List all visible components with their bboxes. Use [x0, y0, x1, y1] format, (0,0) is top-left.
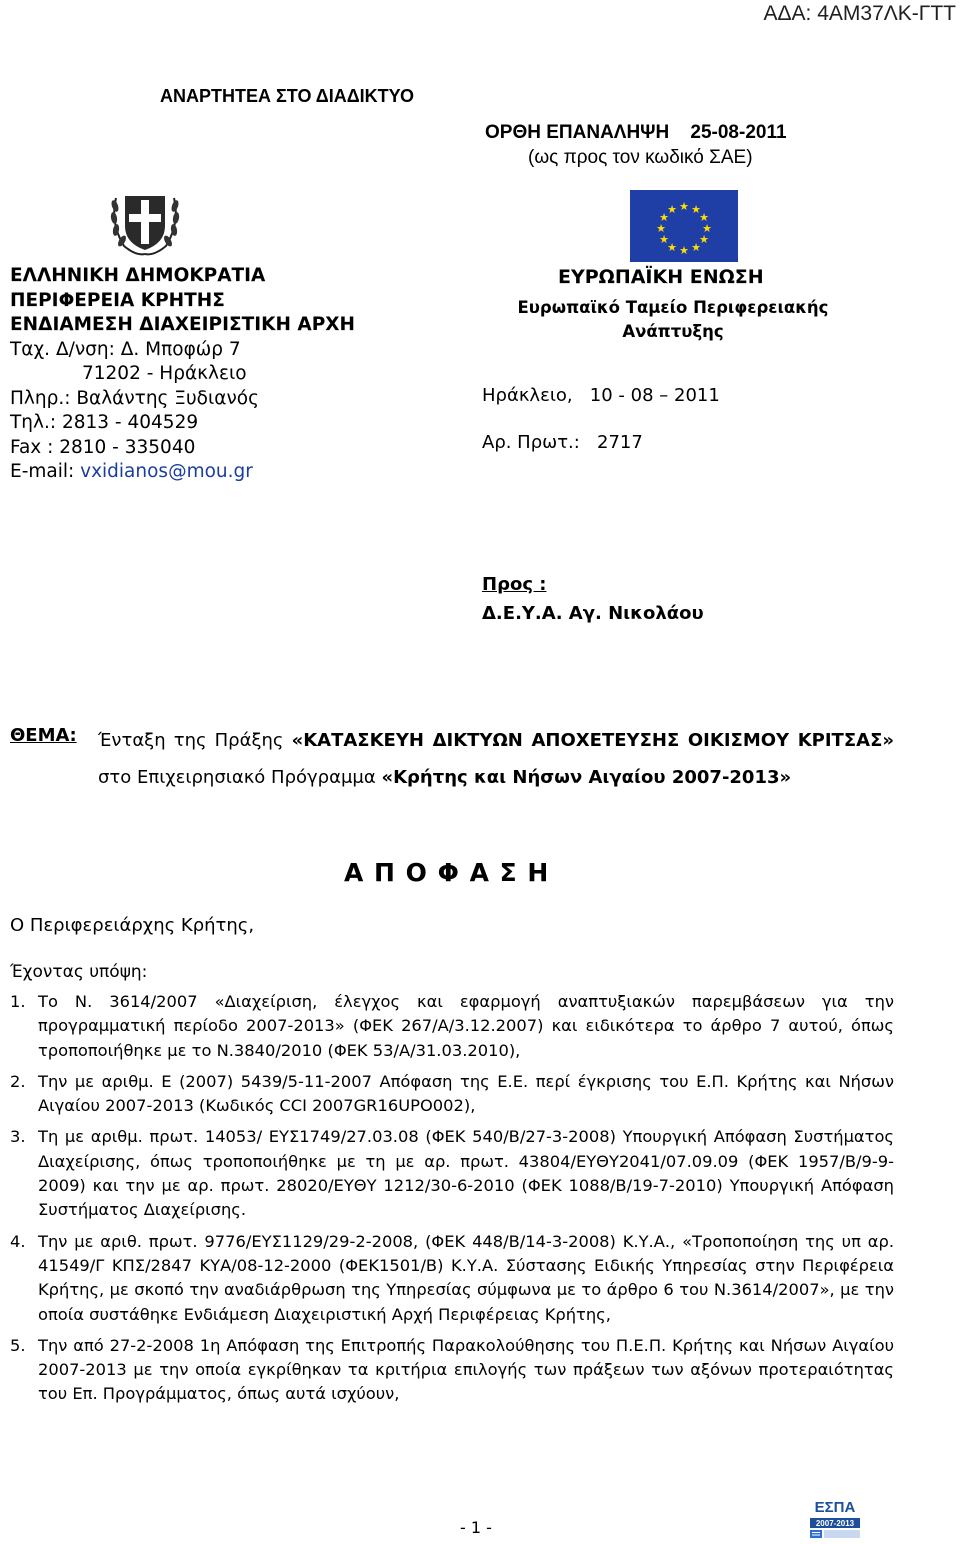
- sender-line-3: ΕΝΔΙΑΜΕΣΗ ΔΙΑΧΕΙΡΙΣΤΙΚΗ ΑΡΧΗ: [10, 314, 356, 335]
- espa-logo-text: ΕΣΠΑ: [814, 1499, 856, 1516]
- considering-label: Έχοντας υπόψη:: [10, 962, 148, 982]
- regional-head: Ο Περιφερειάρχης Κρήτης,: [10, 915, 255, 936]
- publish-notice: ΑΝΑΡΤΗΤΕΑ ΣΤΟ ΔΙΑΔΙΚΤΥΟ: [160, 86, 414, 106]
- recipient-name: Δ.Ε.Υ.Α. Αγ. Νικολάου: [482, 603, 704, 624]
- svg-text:★: ★: [699, 211, 709, 224]
- list-item-text: Την με αριθμ. Ε (2007) 5439/5-11-2007 Απόφαση της Ε.Ε. περί έγκρισης του Ε.Π. Κρήτης και Νήσων Αιγαίου 2007-2013 (Κωδικός CCI 2007GR16UPO002),: [38, 1071, 894, 1116]
- eu-flag-icon: [630, 190, 738, 262]
- sender-line-1: ΕΛΛΗΝΙΚΗ ΔΗΜΟΚΡΑΤΙΑ: [10, 265, 266, 286]
- svg-text:★: ★: [667, 241, 677, 254]
- considerations-list: [10, 990, 894, 1414]
- list-item-number: 4.: [10, 1231, 26, 1251]
- svg-text:★: ★: [679, 200, 689, 213]
- sender-email-label: E-mail:: [10, 461, 81, 482]
- subject-text: [98, 722, 900, 796]
- sender-fax: Fax : 2810 - 335040: [10, 436, 196, 458]
- greek-coat-of-arms-icon: [106, 188, 184, 258]
- list-item-text: Το Ν. 3614/2007 «Διαχείριση, έλεγχος και εφαρμογή αναπτυξιακών παρεμβάσεων για την προγραμματική περίοδο 2007-2013» (ΦΕΚ 267/Α/3.12.2007) και ειδικότερα το άρθρο 7 αυτού, όπως τροποποιήθηκε με το Ν.3840/2010 (ΦΕΚ 53/Α/31.03.2010),: [38, 992, 894, 1060]
- sender-postal: 71202 - Ηράκλειο: [82, 363, 247, 384]
- svg-text:★: ★: [699, 233, 709, 246]
- list-item: [10, 1230, 894, 1327]
- svg-text:★: ★: [691, 241, 701, 254]
- svg-text:★: ★: [659, 211, 669, 224]
- list-item-text: Την από 27-2-2008 1η Απόφαση της Επιτροπής Παρακολούθησης του Π.Ε.Π. Κρήτης και Νήσων Αιγαίου 2007-2013 με την οποία εγκρίθηκαν τα κριτήρια επιλογής των πράξεων των αξόνων προτεραιότητας του Επ. Προγράμματος, όπως αυτά ισχύουν,: [38, 1335, 894, 1404]
- recipient-label: Προς :: [482, 574, 547, 595]
- svg-text:★: ★: [656, 222, 666, 235]
- corrected-reissue: ΟΡΘΗ ΕΠΑΝΑΛΗΨΗ 25-08-2011: [485, 122, 787, 143]
- svg-text:★: ★: [679, 244, 689, 257]
- sender-email-link[interactable]: vxidianos@mou.gr: [80, 461, 253, 482]
- svg-text:★: ★: [659, 233, 669, 246]
- list-item: [10, 1334, 894, 1407]
- list-item-number: 5.: [10, 1335, 26, 1355]
- decision-title: Α Π Ο Φ Α Σ Η: [344, 858, 550, 887]
- list-item: [10, 1070, 894, 1119]
- eu-fund: Ευρωπαϊκό Ταμείο Περιφερειακής Ανάπτυξης: [517, 298, 829, 341]
- sender-address: Ταχ. Δ/νση: Δ. Μποφώρ 7: [10, 338, 241, 360]
- list-item-number: 2.: [10, 1071, 26, 1091]
- espa-logo: [808, 1496, 862, 1540]
- espa-logo-years: 2007-2013: [815, 1519, 855, 1528]
- page-number: - 1 -: [460, 1518, 492, 1537]
- sender-block: [10, 264, 355, 485]
- protocol-line: Αρ. Πρωτ.: 2717: [482, 432, 643, 453]
- svg-text:★: ★: [702, 222, 712, 235]
- subject-part-2: «ΚΑΤΑΣΚΕΥΗ ΔΙΚΤΥΩΝ ΑΠΟΧΕΤΕΥΣΗΣ ΟΙΚΙΣΜΟΥ ΚΡΙΤΣΑΣ»: [291, 730, 894, 751]
- list-item-number: 3.: [10, 1127, 26, 1147]
- subject-part-1: Ένταξη της Πράξης: [98, 730, 292, 751]
- eu-title: ΕΥΡΩΠΑΪΚΗ ΕΝΩΣΗ: [558, 266, 764, 288]
- subject-label: ΘΕΜΑ:: [10, 725, 77, 746]
- svg-text:★: ★: [667, 203, 677, 216]
- list-item-text: Την με αριθ. πρωτ. 9776/ΕΥΣ1129/29-2-2008, (ΦΕΚ 448/Β/14-3-2008) Κ.Υ.Α., «Τροποποίηση της υπ αρ. 41549/Γ ΚΠΣ/2847 ΚΥΑ/08-12-2000 (ΦΕΚ1501/Β) Κ.Υ.Α. Σύστασης Ειδικής Υπηρεσίας στην Περιφέρεια Κρήτης, με σκοπό την αναδιάρθρωση της Υπηρεσίας σύμφωνα με το άρθρο 6 του Ν.3614/2007», με την οποία συστάθηκε Ενδιάμεση Διαχειριστική Αρχή Περιφέρειας Κρήτης,: [38, 1231, 894, 1324]
- sender-email-row: [10, 460, 355, 485]
- ada-code: ΑΔΑ: 4ΑΜ37ΛΚ-ΓΤΤ: [763, 2, 956, 25]
- sender-phone: Τηλ.: 2813 - 404529: [10, 412, 199, 433]
- list-item: [10, 990, 894, 1063]
- date-line: Ηράκλειο, 10 - 08 – 2011: [482, 385, 720, 406]
- subject-part-3: στο Επιχειρησιακό Πρόγραμμα: [98, 730, 900, 788]
- list-item-number: 1.: [10, 992, 26, 1011]
- sender-line-2: ΠΕΡΙΦΕΡΕΙΑ ΚΡΗΤΗΣ: [10, 289, 225, 311]
- corrected-reissue-note: (ως προς τον κωδικό ΣΑΕ): [528, 147, 753, 168]
- subject-part-4: «Κρήτης και Νήσων Αιγαίου 2007-2013»: [381, 767, 792, 788]
- list-item-text: Τη με αριθμ. πρωτ. 14053/ ΕΥΣ1749/27.03.08 (ΦΕΚ 540/Β/27-3-2008) Υπουργική Απόφαση Συστήματος Διαχείρισης, όπως τροποποιήθηκε με τη με αρ. πρωτ. 43804/ΕΥΘΥ2041/07.09.09 (ΦΕΚ 1957/Β/9-9-2009) και την με αρ. πρωτ. 28020/ΕΥΘΥ 1212/30-6-2010 (ΦΕΚ 1088/Β/19-7-2010) Υπουργική Απόφαση Συστήματος Διαχείρισης.: [38, 1127, 894, 1220]
- svg-text:★: ★: [691, 203, 701, 216]
- list-item: [10, 1125, 894, 1222]
- sender-info: Πληρ.: Βαλάντης Ξυδιανός: [10, 387, 259, 409]
